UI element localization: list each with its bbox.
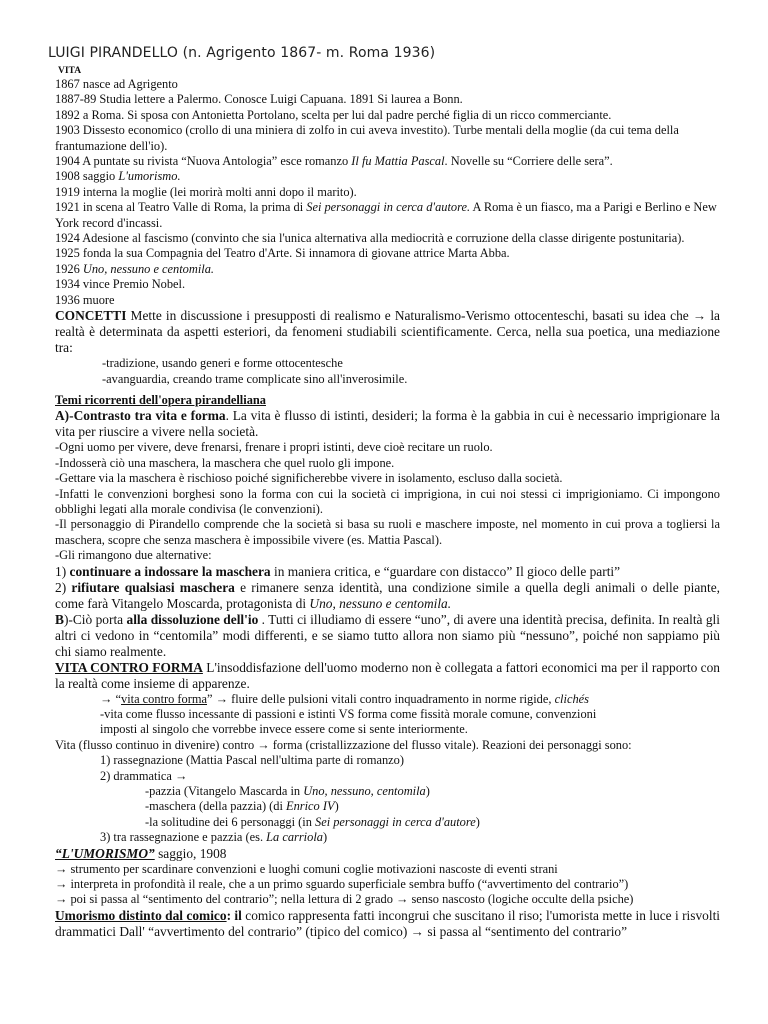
document-title: LUIGI PIRANDELLO (n. Agrigento 1867- m. Roma 1936) [48,45,436,61]
concetti-item: -avanguardia, creando trame complicate sino all'inverosimile. [102,371,408,386]
vita-entry-1892: 1892 a Roma. Si sposa con Antonietta Portolano, scelta per lui dal padre perché figlia di un ricco commerciante. [55,107,612,122]
temi-alternative-1: 1) continuare a indossare la maschera in maniera critica, e “guardare con distacco” Il gioco delle parti” [55,563,621,579]
vita-contro-forma-paragraph: VITA CONTRO FORMA L'insoddisfazione dell'uomo moderno non è collegata a fattori economici ma per il rapporto con la realtà come insieme di apparenze. [55,659,721,691]
vita-entry-1936: 1936 muore [55,292,115,307]
reazione-sub: -pazzia (Vitangelo Mascarda in Uno, nessuno, centomila) [145,784,430,798]
vita-entry-1921: 1921 in scena al Teatro Valle di Roma, la prima di Sei personaggi in cerca d'autore. A Roma è un fiasco, ma a Parigi e Berlino e New York record d'incassi. [55,200,717,230]
vita-entry-1908: 1908 saggio L'umorismo. [55,169,181,184]
temi-alternative-2: 2) rifiutare qualsiasi maschera e rimanere senza identità, una condizione simile a quella degli animali o delle piante, come farà Vitangelo Moscarda, protagonista di Uno, nessuno e centomila. [55,579,720,611]
temi-line: -Il personaggio di Pirandello comprende che la società si basa su ruoli e maschere imposte, nel momento in cui prova a togliersi la maschera, scopre che senza maschera è impossibile vivere (es. Mattia Pascal). [55,517,720,547]
book-title: Uno, nessuno e centomila. [82,261,215,276]
vcf-flusso-cont: imposti al singolo che vorrebbe invece essere come si sente interiormente. [100,722,468,737]
vcf-reazioni-intro: Vita (flusso continuo in divenire) contro → forma (cristallizzazione del flusso vitale). Reazioni dei personaggi sono: [55,737,632,752]
reazione-sub: -maschera (della pazzia) (di Enrico IV) [145,799,339,814]
vita-entry-1926: 1926 Uno, nessuno e centomila. [55,261,215,276]
vita-heading: VITA [58,66,82,76]
concetti-label: CONCETTI [55,308,127,324]
temi-a-label: A)-Contrasto tra vita e forma [55,408,226,424]
umorismo-distinto-label: Umorismo distinto dal comico [55,907,227,923]
umorismo-distinto: Umorismo distinto dal comico: il comico rappresenta fatti incongrui che suscitano il riso; l'umorista mette in luce i risvolti drammatici Dall' “avvertimento del contrario” (tipico del comico) → si passa al “sentimento del contrario” [55,907,721,939]
reazione-2: 2) drammatica → [100,768,188,783]
vita-entry-1919: 1919 interna la moglie (lei morirà molti anni dopo il marito). [55,184,357,199]
reazione-3: 3) tra rassegnazione e pazzia (es. La carriola) [100,830,328,845]
concetti-item: -tradizione, usando generi e forme ottocentesche [102,356,343,371]
book-title: Il fu Mattia Pascal [351,154,445,169]
document-body [55,66,720,940]
book-title: L'umorismo. [118,169,181,184]
vita-entry-1925: 1925 fonda la sua Compagnia del Teatro d'Arte. Si innamora di giovane attrice Marta Abba. [55,246,510,261]
temi-line: -Indosserà ciò una maschera, la maschera che quel ruolo gli impone. [55,455,395,470]
vita-entry-1904: 1904 A puntate su rivista “Nuova Antologia” esce romanzo Il fu Mattia Pascal. Novelle su “Corriere delle sera”. [55,154,613,169]
concetti-paragraph: CONCETTI Mette in discussione i presupposti di realismo e Naturalismo-Verismo ottocenteschi, basati su idea che → la realtà è determinata da aspetti esteriori, da fenomeni studiabili scientificamente. Cerca, nella sua poetica, una mediazione tra: [55,308,720,356]
temi-heading: Temi ricorrenti dell'opera pirandelliana [55,392,266,407]
vita-entry-1887: 1887-89 Studia lettere a Palermo. Conosce Luigi Capuana. 1891 Si laurea a Bonn. [55,92,463,107]
temi-point-a: A)-Contrasto tra vita e forma. La vita è flusso di istinti, desideri; la forma è la gabbia in cui è necessario imprigionare la vita per riuscire a vivere nella società. [55,408,720,440]
reazione-1: 1) rassegnazione (Mattia Pascal nell'ultima parte di romanzo) [100,753,404,768]
vcf-arrow-line: → “vita contro forma” → fluire delle pulsioni vitali contro inquadramento in norme rigide, clichés [100,691,589,706]
temi-line: -Ogni uomo per vivere, deve frenarsi, frenare i propri istinti, deve cioè recitare un ruolo. [55,440,493,455]
temi-alternatives-intro: -Gli rimangono due alternative: [55,548,212,563]
book-title: Sei personaggi in cerca d'autore. [306,200,471,215]
vita-entry-1867: 1867 nasce ad Agrigento [55,77,178,91]
vita-entry-1903: 1903 Dissesto economico (crollo di una miniera di zolfo in cui aveva investito). Turbe mentali della moglie (da cui tema della frantumazione dell'io). [55,123,679,153]
umorismo-heading: “L'UMORISMO” [55,845,155,861]
reazione-sub: -la solitudine dei 6 personaggi (in Sei personaggi in cerca d'autore) [145,814,480,829]
umorismo-line: → strumento per scardinare convenzioni e luoghi comuni coglie motivazioni nascoste di eventi strani [55,861,558,876]
vcf-flusso: -vita come flusso incessante di passioni e istinti VS forma come fissità morale comune, convenzioni [100,706,597,721]
vita-contro-forma-heading: VITA CONTRO FORMA [55,659,203,675]
temi-point-b: B)-Ciò porta alla dissoluzione dell'io . Tutti ci illudiamo di essere “uno”, di avere una identità precisa, definita. In realtà gli altri ci vedono in “centomila” modi differenti, e se siamo tutto allora non siamo più “nessuno”, poiché non sappiamo più chi siamo realmente. [55,611,720,659]
temi-line: -Infatti le convenzioni borghesi sono la forma con cui la società ci imprigiona, in cui noi stessi ci imprigioniamo. Ci impongono obblighi legati alla morale condivisa (le convenzioni). [55,486,720,516]
umorismo-heading-line: “L'UMORISMO” saggio, 1908 [55,845,227,861]
vita-entry-1924: 1924 Adesione al fascismo (convinto che sia l'unica alternativa alla mediocrità e corruzione della classe dirigente postunitaria). [55,231,685,246]
umorismo-line: → poi si passa al “sentimento del contrario”; nella lettura di 2 grado → senso nascosto (logiche occulte della psiche) [55,892,634,907]
temi-line: -Gettare via la maschera è rischioso poiché significherebbe vivere in isolamento, escluso dalla società. [55,471,563,486]
umorismo-line: → interpreta in profondità il reale, che a un primo sguardo superficiale sembra buffo (“avvertimento del contrario”) [55,877,629,892]
vita-entry-1934: 1934 vince Premio Nobel. [55,277,186,292]
